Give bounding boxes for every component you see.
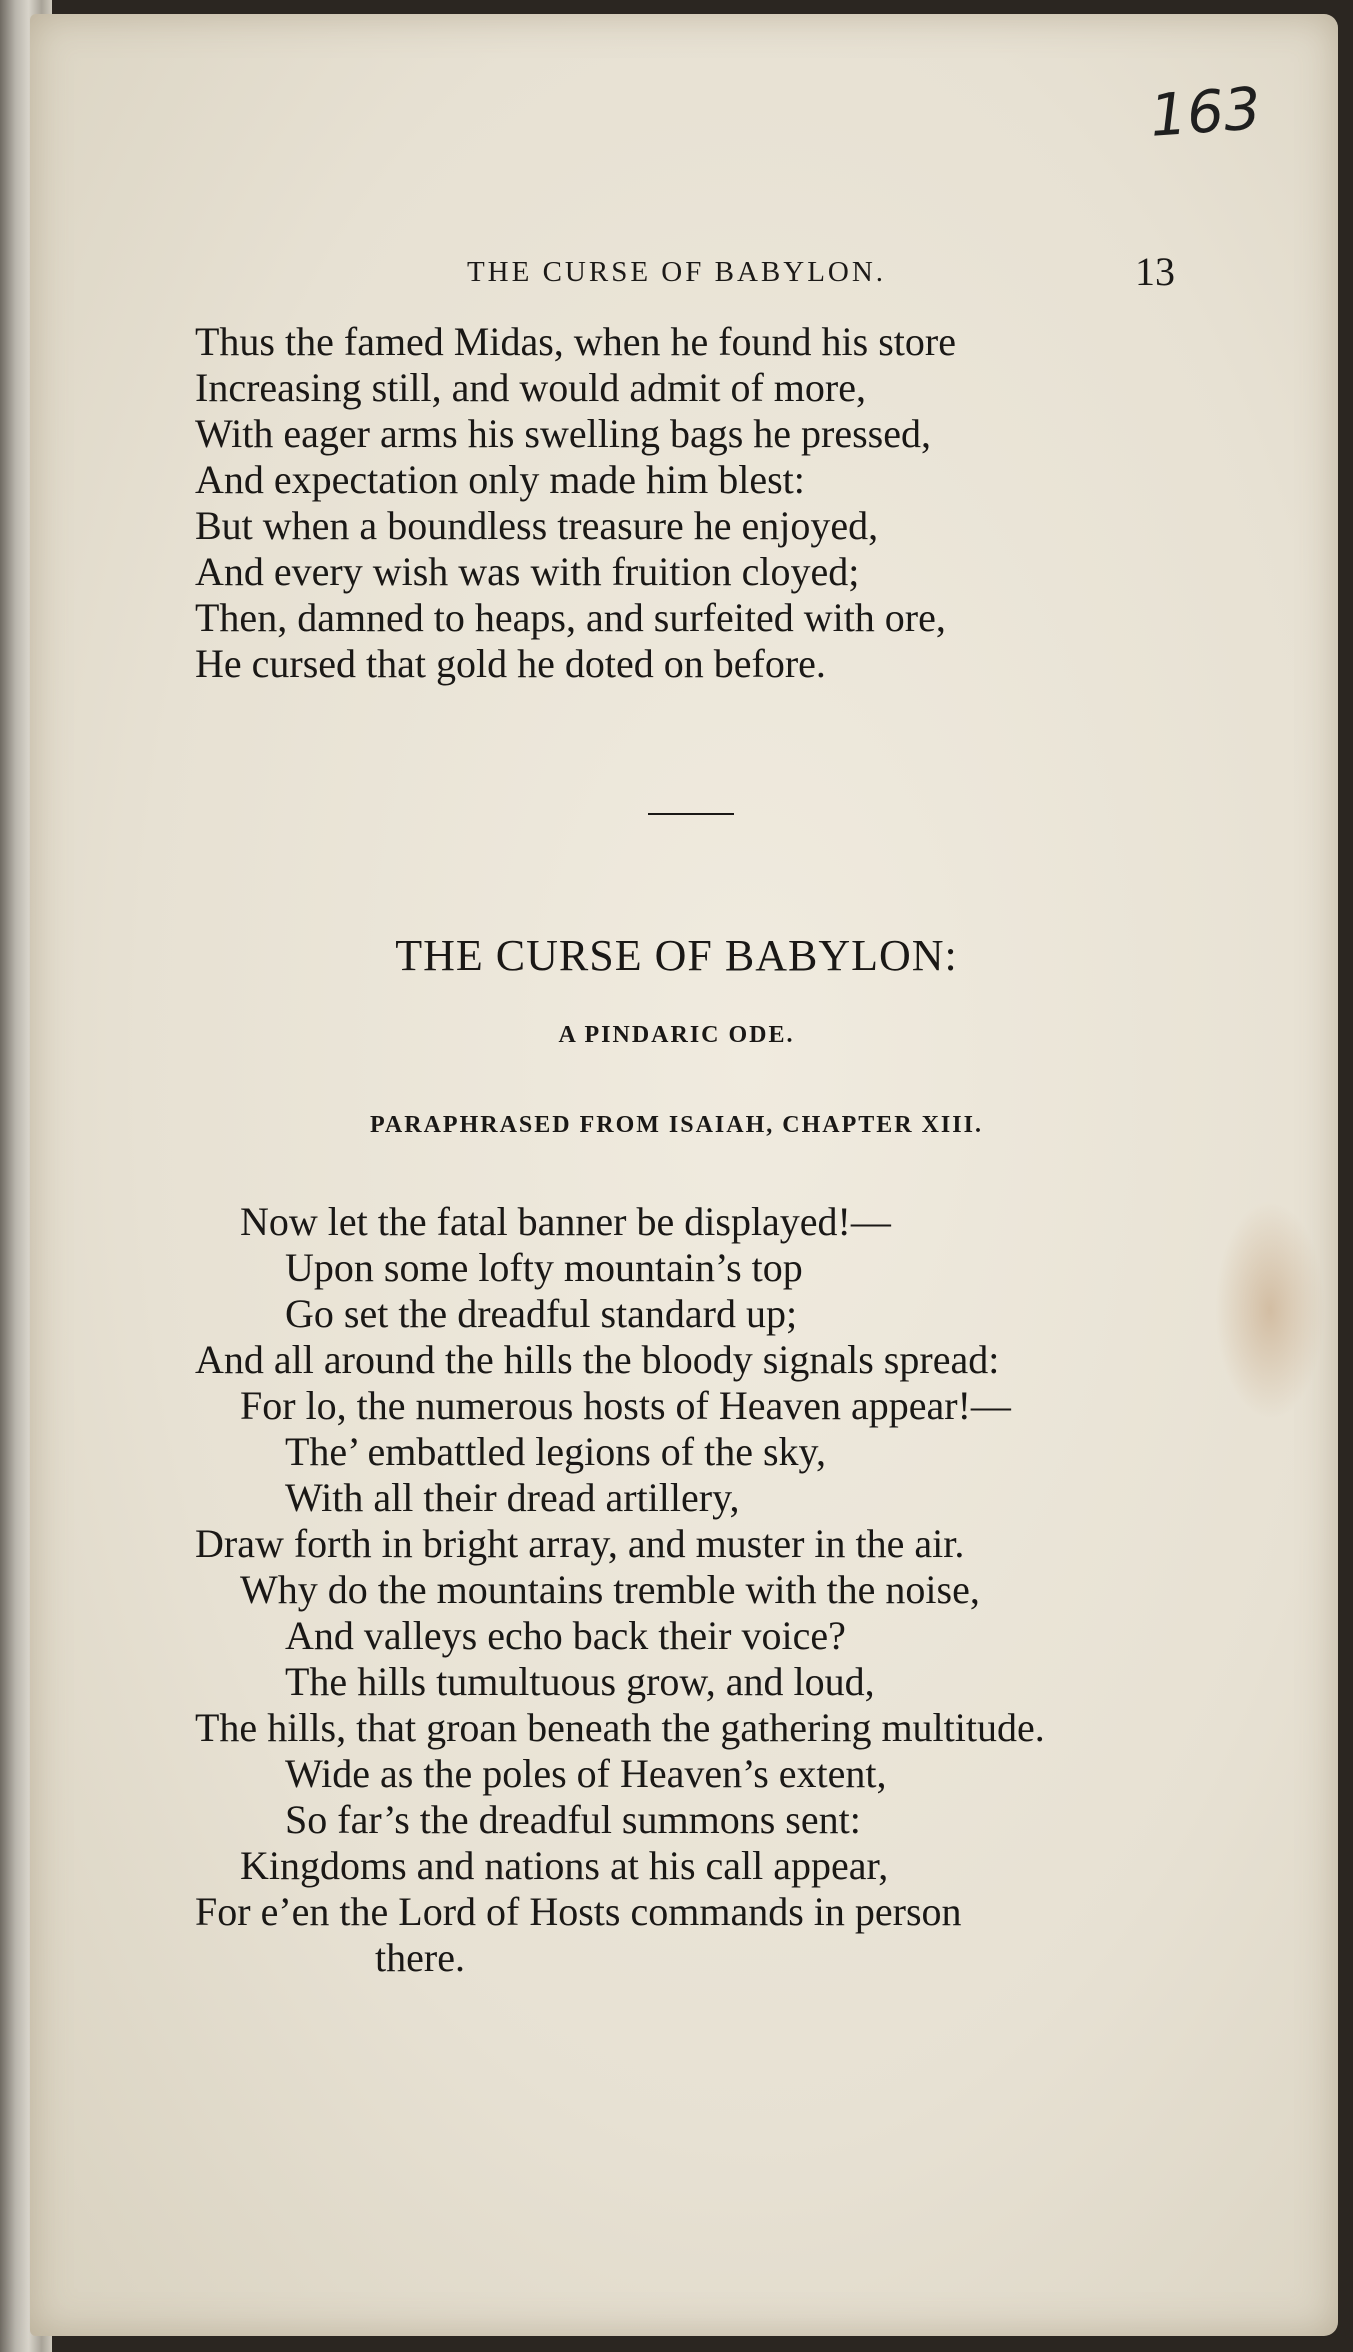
verse-line: And all around the hills the bloody signals spread: — [195, 1337, 1000, 1382]
verse-line: And every wish was with fruition cloyed; — [195, 549, 860, 594]
verse-line: And valleys echo back their voice? — [285, 1613, 846, 1658]
verse-line: there. — [375, 1935, 465, 1980]
verse-line: With all their dread artillery, — [285, 1475, 740, 1520]
verse-line: Wide as the poles of Heaven’s extent, — [285, 1751, 887, 1796]
verse-line: Then, damned to heaps, and surfeited with ore, — [195, 595, 946, 640]
section-divider-rule — [648, 813, 734, 815]
verse-line: Upon some lofty mountain’s top — [285, 1245, 803, 1290]
verse-line: But when a boundless treasure he enjoyed, — [195, 503, 879, 548]
page-number: 13 — [1135, 249, 1175, 294]
poem-source-note: PARAPHRASED FROM ISAIAH, CHAPTER XIII. — [370, 1112, 983, 1138]
page-stain — [1215, 1200, 1325, 1420]
verse-line: And expectation only made him blest: — [195, 457, 805, 502]
verse-line: Increasing still, and would admit of more, — [195, 365, 866, 410]
verse-line: For e’en the Lord of Hosts commands in person — [195, 1889, 962, 1934]
verse-line: Go set the dreadful standard up; — [285, 1291, 798, 1336]
verse-line: He cursed that gold he doted on before. — [195, 641, 826, 686]
verse-line: So far’s the dreadful summons sent: — [285, 1797, 861, 1842]
verse-line: Why do the mountains tremble with the noise, — [240, 1567, 980, 1612]
running-head: THE CURSE OF BABYLON. — [466, 256, 887, 288]
verse-line: The hills, that groan beneath the gathering multitude. — [195, 1705, 1045, 1750]
verse-line: Draw forth in bright array, and muster in the air. — [195, 1521, 965, 1566]
verse-line: The hills tumultuous grow, and loud, — [285, 1659, 875, 1704]
verse-line: Now let the fatal banner be displayed!— — [240, 1199, 891, 1244]
poem-title: THE CURSE OF BABYLON: — [395, 931, 958, 980]
poem-subtitle: A PINDARIC ODE. — [558, 1022, 795, 1048]
verse-line: Kingdoms and nations at his call appear, — [240, 1843, 889, 1888]
verse-line: The’ embattled legions of the sky, — [285, 1429, 826, 1474]
handwritten-folio-number: 163 — [1147, 74, 1263, 150]
verse-line: Thus the famed Midas, when he found his store — [195, 319, 956, 364]
verse-line: With eager arms his swelling bags he pressed, — [195, 411, 931, 456]
verse-line: For lo, the numerous hosts of Heaven appear!— — [240, 1383, 1011, 1428]
